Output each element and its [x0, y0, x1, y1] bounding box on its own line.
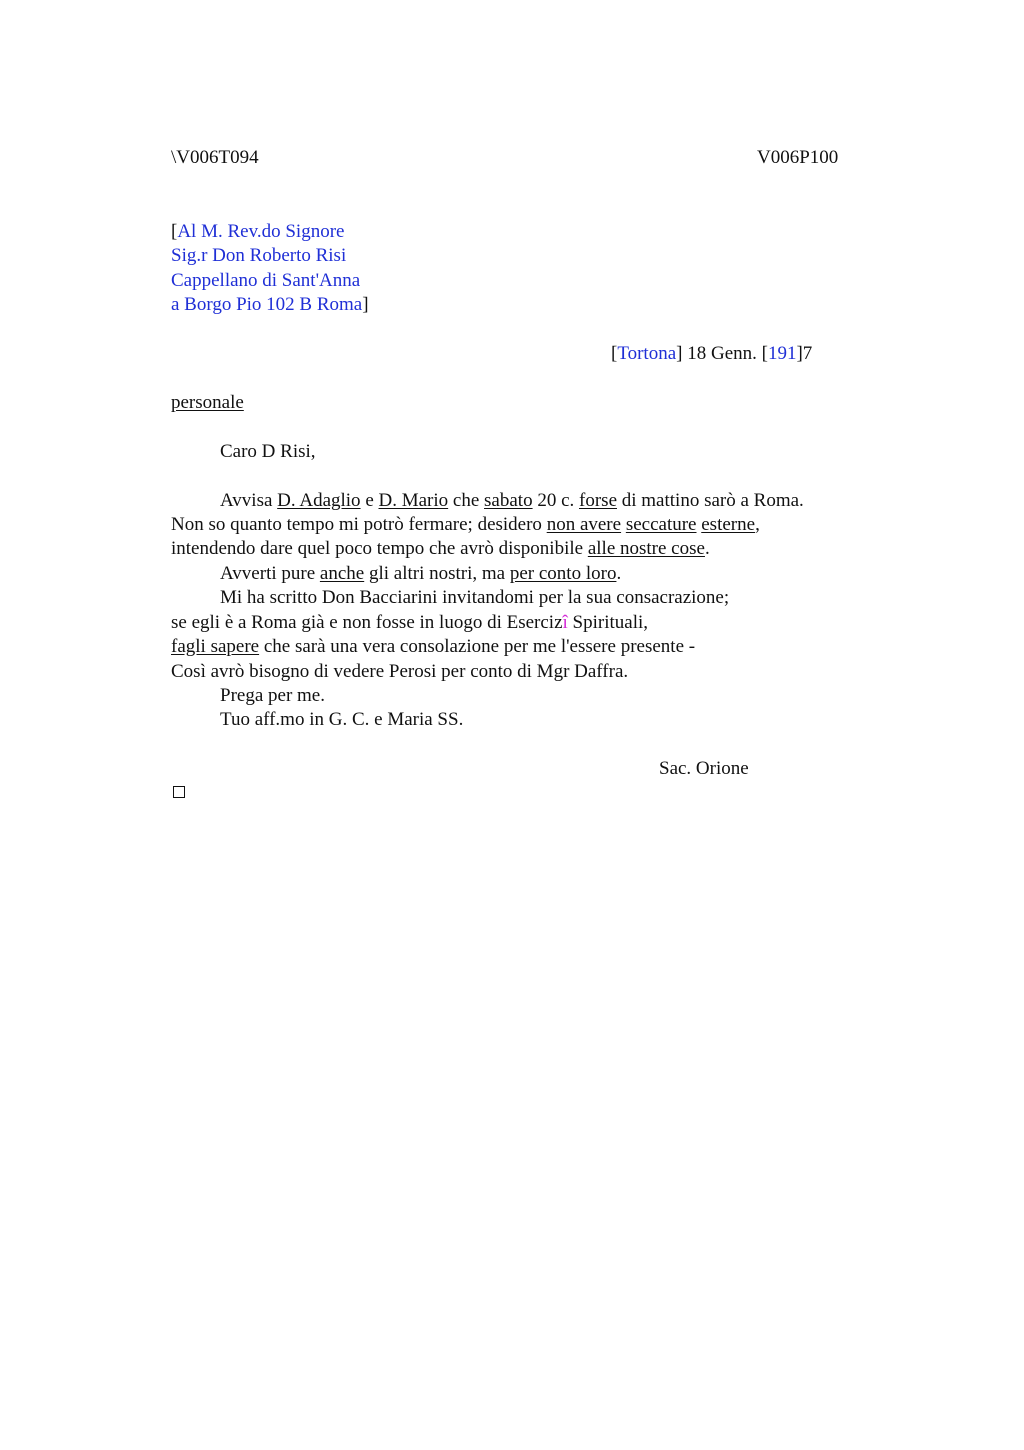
right-code: V006P100: [757, 147, 839, 168]
body-line-6: se egli è a Roma già e non fosse in luogo di Esercizî Spirituali,: [171, 612, 649, 633]
body-line-4: Avverti pure anche gli altri nostri, ma per conto loro.: [220, 563, 622, 584]
address-line-4: a Borgo Pio 102 B Roma]: [171, 294, 369, 315]
dateline-place: Tortona: [617, 343, 677, 364]
body-line-5: Mi ha scritto Don Bacciarini invitandomi per la sua consacrazione;: [220, 587, 730, 608]
body-line-9: Prega per me.: [220, 685, 325, 706]
dateline-year: 191: [767, 343, 797, 364]
body-line-8: Così avrò bisogno di vedere Perosi per conto di Mgr Daffra.: [171, 661, 629, 682]
body-line-7: fagli sapere che sarà una vera consolazione per me l'essere presente -: [171, 636, 696, 657]
closing-line: Tuo aff.mo in G. C. e Maria SS.: [220, 709, 464, 730]
salutation: Caro D Risi,: [220, 441, 316, 462]
address-line-1: [Al M. Rev.do Signore: [171, 221, 345, 242]
special-character: î: [562, 612, 568, 633]
left-code: \V006T094: [171, 147, 259, 168]
body-line-1: Avvisa D. Adaglio e D. Mario che sabato 20 c. forse di mattino sarò a Roma.: [220, 490, 804, 511]
signature: Sac. Orione: [659, 758, 749, 779]
dateline: [Tortona] 18 Genn. [191]7: [611, 343, 813, 364]
address-line-3: Cappellano di Sant'Anna: [171, 270, 361, 291]
end-marker-box: [173, 786, 185, 798]
address-line-2: Sig.r Don Roberto Risi: [171, 245, 347, 266]
body-line-2: Non so quanto tempo mi potrò fermare; desidero non avere seccature esterne,: [171, 514, 760, 535]
body-line-3: intendendo dare quel poco tempo che avrò disponibile alle nostre cose.: [171, 538, 710, 559]
personal-note: personale: [171, 392, 244, 413]
